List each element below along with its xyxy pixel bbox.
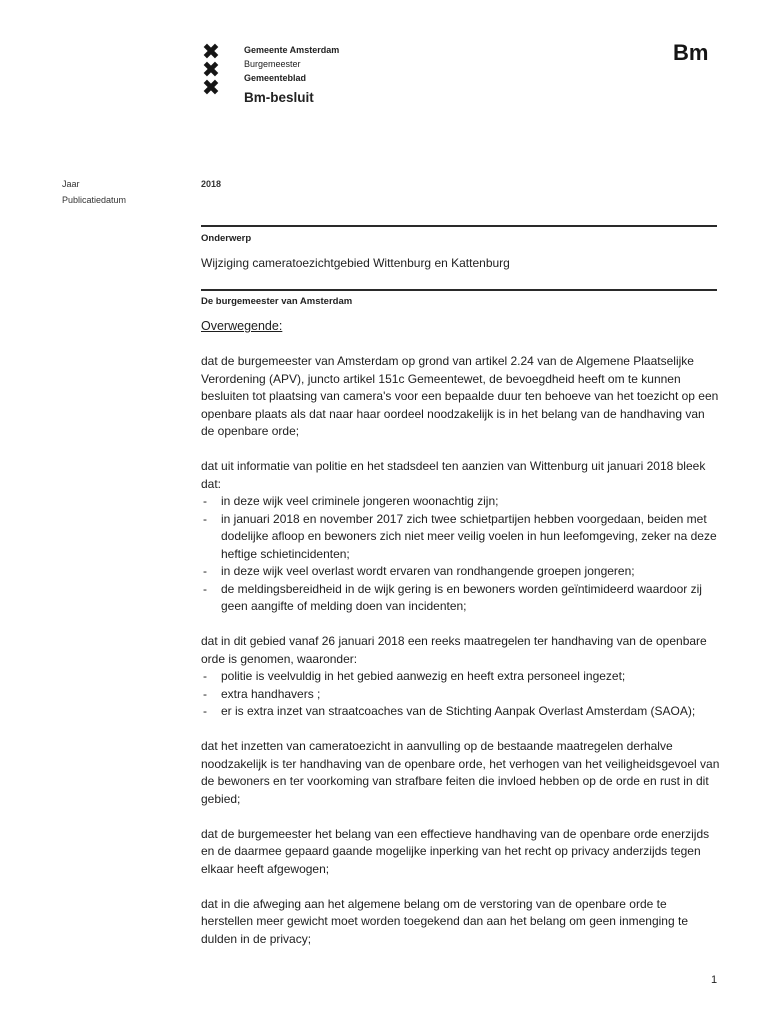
bullet-list: [201, 493, 721, 616]
divider: [201, 225, 717, 227]
year-value: 2018: [201, 179, 222, 189]
list-item: - in deze wijk veel overlast wordt ervaren van rondhangende groepen jongeren;: [201, 563, 721, 581]
paragraph: dat in die afweging aan het algemene belang om de verstoring van de openbare orde te herstellen meer gewicht moet worden toegekend dan aan het belang om geen inmenging te dulden in de privacy;: [201, 896, 688, 946]
cross-icon: ✖: [201, 76, 221, 101]
meta-labels: [62, 176, 126, 208]
page-number: 1: [711, 974, 718, 986]
amsterdam-logo: [201, 40, 221, 101]
org-publication: Gemeenteblad: [244, 73, 307, 83]
cross-icon: ✖: [201, 40, 221, 65]
bullet-list: [201, 668, 721, 721]
subject-text: Wijziging cameratoezichtgebied Wittenburg en Kattenburg: [201, 256, 510, 270]
year-label: Jaar: [62, 179, 80, 189]
document-code: Bm: [673, 40, 709, 65]
meta-values: [201, 176, 221, 192]
divider: [201, 289, 717, 291]
document-type: Bm-besluit: [244, 90, 314, 105]
list-item: - er is extra inzet van straatcoaches van de Stichting Aanpak Overlast Amsterdam (SAOA);: [201, 703, 721, 721]
list-item: - extra handhavers ;: [201, 686, 721, 704]
list-item: - in deze wijk veel criminele jongeren woonachtig zijn;: [201, 493, 721, 511]
cross-icon: ✖: [201, 58, 221, 83]
paragraph: dat in dit gebied vanaf 26 januari 2018 een reeks maatregelen ter handhaving van de openbare orde is genomen, waaronder:: [201, 634, 707, 666]
paragraph: dat het inzetten van cameratoezicht in aanvulling op de bestaande maatregelen derhalve noodzakelijk is ter handhaving van de openbare orde, het verhogen van het veiligheidsgevoel van de bewoners en ter voorkoming van strafbare feiten die invloed hebben op de orde en rust in dit gebied;: [201, 739, 720, 806]
org-name: Gemeente Amsterdam: [244, 45, 340, 55]
authority-label: De burgemeester van Amsterdam: [201, 296, 353, 307]
pubdate-label: Publicatiedatum: [62, 195, 127, 205]
list-item: - politie is veelvuldig in het gebied aanwezig en heeft extra personeel ingezet;: [201, 668, 721, 686]
document-body: [201, 318, 721, 966]
paragraph: dat de burgemeester het belang van een effectieve handhaving van de openbare orde enerzijds en de daarmee gepaard gaande mogelijke inperking van het recht op privacy anderzijds tegen elkaar heeft afgewogen;: [201, 826, 710, 876]
subject-label: Onderwerp: [201, 233, 252, 244]
paragraph: dat de burgemeester van Amsterdam op grond van artikel 2.24 van de Algemene Plaatselijke Verordening (APV), juncto artikel 151c Gemeentewet, de bevoegdheid heeft om te kunnen besluiten tot plaatsing van camera's voor een bepaalde duur ten behoeve van het toezicht op een openbare plaats als dat naar haar oordeel noodzakelijk is in het belang van de handhaving van de openbare orde;: [201, 354, 719, 438]
organization-block: [244, 43, 339, 107]
paragraph: dat uit informatie van politie en het stadsdeel ten aanzien van Wittenburg uit januari 2018 bleek dat:: [201, 459, 706, 491]
considering-heading: Overwegende:: [201, 319, 283, 333]
paragraph-block: [201, 633, 721, 721]
org-department: Burgemeester: [244, 59, 301, 69]
list-item: - de meldingsbereidheid in de wijk gering is en bewoners worden geïntimideerd waardoor zij geen aangifte of melding doen van incidenten;: [201, 581, 721, 616]
list-item: - in januari 2018 en november 2017 zich twee schietpartijen hebben voorgedaan, beiden met dodelijke afloop en bewoners zich niet meer veilig voelen in hun leefomgeving, zeker na deze heftige schietincidenten;: [201, 511, 721, 564]
paragraph-block: [201, 458, 721, 616]
